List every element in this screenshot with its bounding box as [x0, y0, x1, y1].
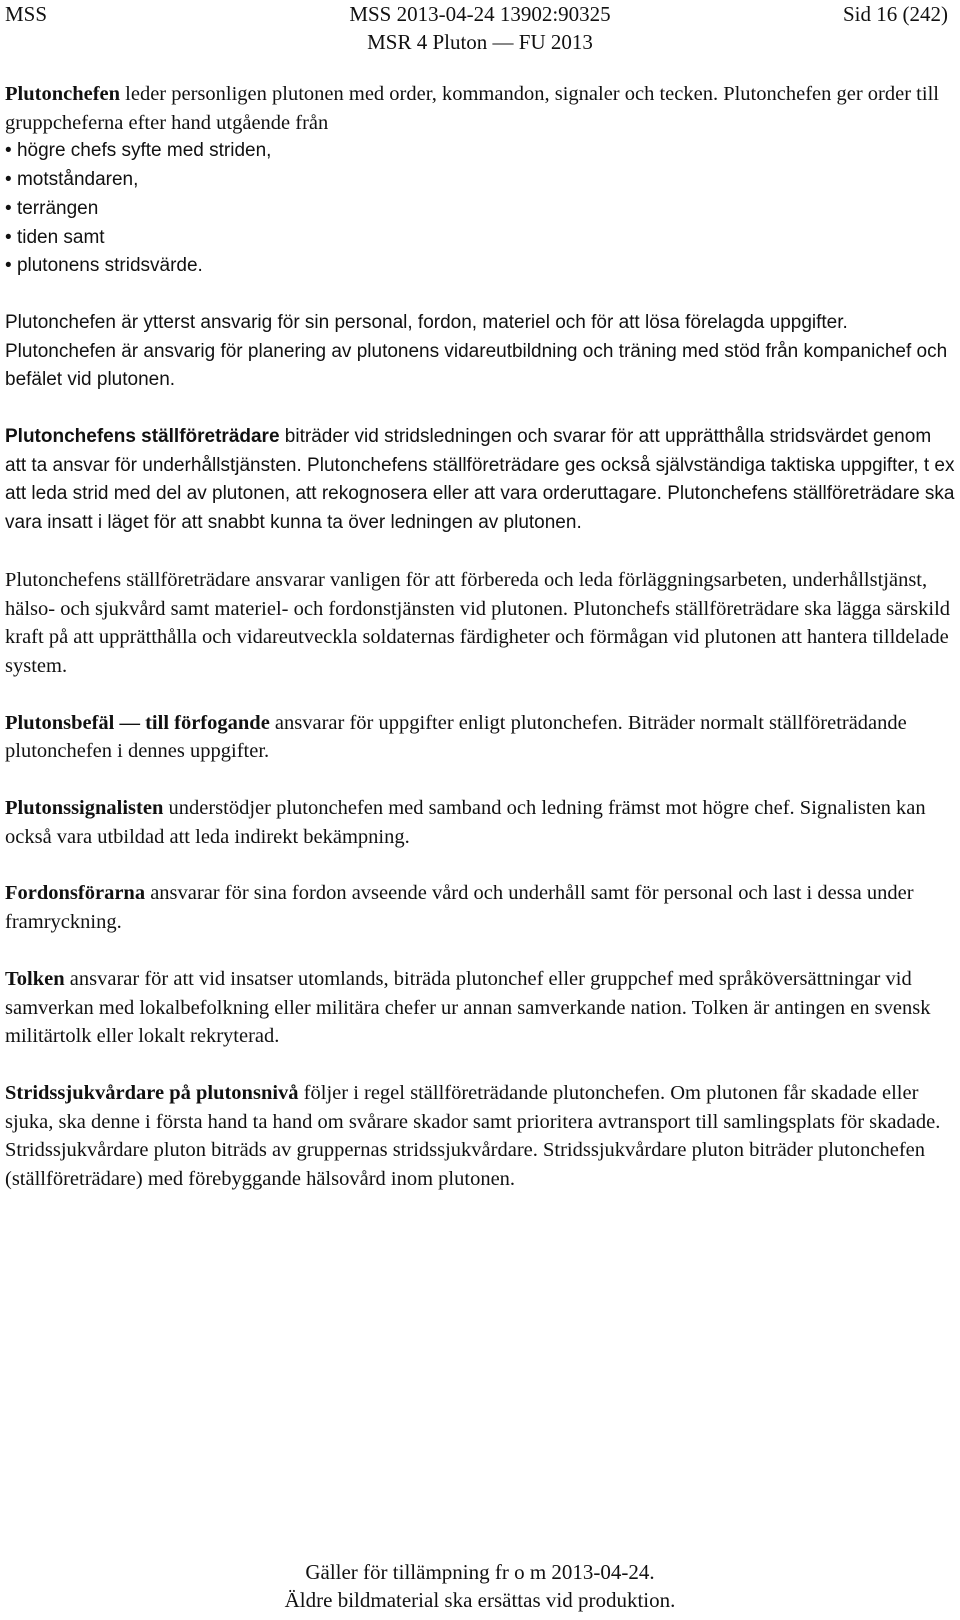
list-item: • tiden samt [5, 224, 955, 253]
header-left-label: MSS [5, 2, 48, 26]
paragraph-text: följer i regel ställföreträdande plutonchefen. Om plutonen får skadade eller sjuka, ska denne i första hand ta hand om svårare skador samt prioritera avtransport till samlingsplats för skadade. Stridssjukvårdare pluton biträds av gruppernas stridssjukvårdare. Stridssjukvårdare pluton biträder plutonchefen (ställföreträdare) med förebyggande hälsovård inom plutonen. [5, 1081, 941, 1191]
paragraph-text: understödjer plutonchefen med samband och ledning främst mot högre chef. Signalisten kan också vara utbildad att leda indirekt bekämpning. [5, 797, 926, 848]
page-footer [0, 1558, 960, 1614]
term-bold: Tolken [5, 967, 65, 990]
spacer [5, 538, 955, 566]
page-header [0, 0, 960, 60]
paragraph-stridssjukvardare [5, 1079, 955, 1194]
paragraph-text: biträder vid stridsledningen och svarar för att upprätthålla stridsvärdet genom att ta ansvar för underhållstjänsten. Plutonchefens ställföreträdare ges också självständiga taktiska uppgifter, t ex att leda strid med del av plutonen, att rekognosera eller att vara orderuttagare. Plutonchefens ställföreträdare ska vara insatt i läget för att snabbt kunna ta över ledningen av plutonen. [5, 426, 955, 534]
list-item: • högre chefs syfte med striden, [5, 137, 955, 166]
header-document-title: MSR 4 Pluton — FU 2013 [367, 30, 593, 54]
paragraph-ansvar: Plutonchefen är ytterst ansvarig för sin personal, fordon, materiel och för att lösa förelagda uppgifter. Plutonchefen är ansvarig för planering av plutonens vidareutbildning och träning med stöd från kompanichef och befälet vid plutonen. [5, 311, 948, 391]
paragraph-plutonchefen [5, 80, 955, 137]
spacer [5, 851, 955, 879]
header-center [0, 0, 960, 56]
paragraph-text: ansvarar för sina fordon avseende vård och underhåll samt för personal och last i dessa under framryckning. [5, 882, 914, 934]
term-bold: Plutonchefen [5, 83, 121, 105]
spacer [5, 281, 955, 309]
term-bold: Plutonchefens ställföreträdare [5, 426, 280, 448]
paragraph-text: leder personligen plutonen med order, kommandon, signaler och tecken. Plutonchefen ger order till gruppcheferna efter hand utgående från [5, 83, 939, 134]
term-bold: Fordonsförarna [5, 882, 146, 905]
paragraph-tolken [5, 965, 955, 1051]
list-item: • plutonens stridsvärde. [5, 252, 955, 281]
paragraph-fordonsforarna [5, 879, 955, 936]
spacer [5, 681, 955, 709]
paragraph-text: ansvarar för att vid insatser utomlands, biträda plutonchef eller gruppchef med språköversättningar vid samverkan med lokalbefolkning eller militära chefer ur annan samverkande nation. Tolken är antingen en svensk militärtolk eller lokalt rekryterad. [5, 967, 931, 1048]
paragraph-signalisten [5, 794, 955, 851]
header-document-id: MSS 2013-04-24 13902:90325 [349, 2, 611, 26]
paragraph-text: ansvarar för uppgifter enligt plutonchefen. Biträder normalt ställföreträdande plutonchefen i dennes uppgifter. [5, 711, 907, 763]
bullet-list [5, 137, 955, 281]
spacer [5, 937, 955, 965]
term-bold: Stridssjukvårdare på plutonsnivå [5, 1081, 299, 1104]
spacer [5, 395, 955, 423]
paragraph-plutonsbefal [5, 709, 955, 766]
spacer [5, 766, 955, 794]
list-item: • terrängen [5, 195, 955, 224]
term-bold: Plutonssignalisten [5, 797, 164, 820]
document-body [5, 80, 955, 1194]
term-bold: Plutonsbefäl — till förfogande [5, 711, 270, 734]
list-item: • motståndaren, [5, 166, 955, 195]
paragraph-stallforetradare [5, 423, 955, 538]
footer-image-note: Äldre bildmaterial ska ersättas vid produktion. [284, 1588, 676, 1612]
paragraph-forlaggning: Plutonchefens ställföreträdare ansvarar vanligen för att förbereda och leda förläggningsarbeten, underhållstjänst, hälso- och sjukvård samt materiel- och fordonstjänsten vid plutonen. Plutonchefs ställföreträdare ska lägga särskild kraft på att upprätthålla och vidareutveckla soldaternas färdigheter och förmågan vid plutonen att hantera tilldelade system. [5, 568, 951, 677]
page-number: Sid 16 (242) [843, 2, 948, 26]
spacer [5, 1051, 955, 1079]
footer-validity-note: Gäller för tillämpning fr o m 2013-04-24. [305, 1560, 655, 1584]
